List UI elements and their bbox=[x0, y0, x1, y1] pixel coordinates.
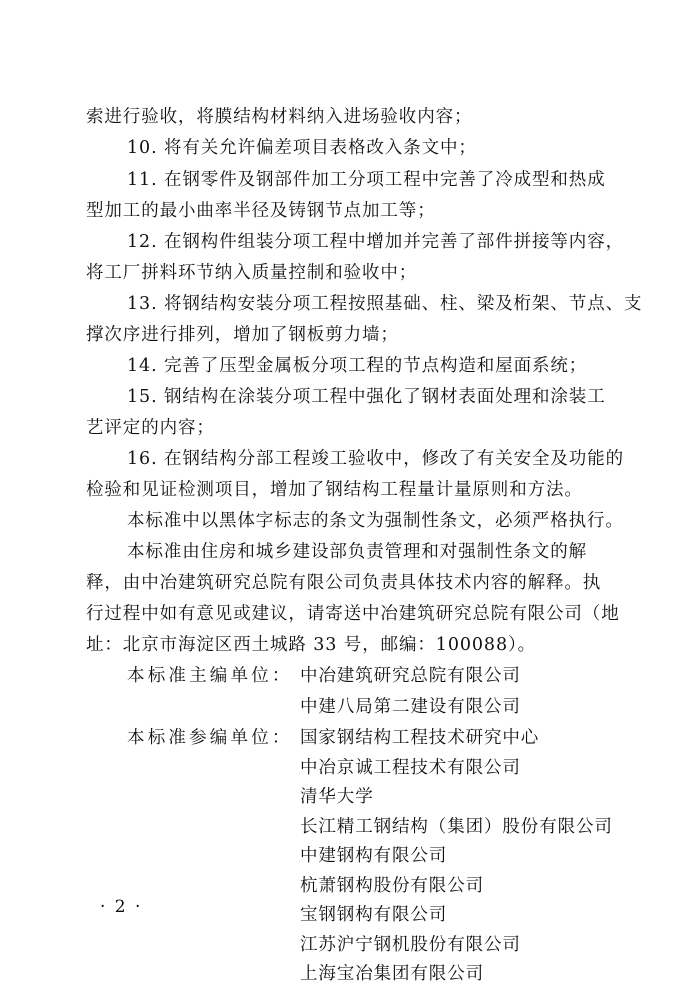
participating-editor-unit: 江苏沪宁钢机股份有限公司 bbox=[300, 934, 521, 955]
page-number: · 2 · bbox=[100, 897, 143, 917]
participating-editor-unit: 长江精工钢结构（集团）股份有限公司 bbox=[300, 816, 613, 837]
body-line-2: 10. 将有关允许偏差项目表格改入条文中； bbox=[127, 138, 477, 158]
body-line-18: 址：北京市海淀区西土城路 33 号，邮编：100088）。 bbox=[86, 635, 537, 655]
participating-editor-unit: 清华大学 bbox=[300, 787, 374, 807]
participating-editor-unit: 上海宝冶集团有限公司 bbox=[300, 964, 484, 984]
body-line-8: 撑次序进行排列，增加了钢板剪力墙； bbox=[86, 325, 399, 345]
body-line-14: 本标准中以黑体字标志的条文为强制性条文，必须严格执行。 bbox=[127, 511, 624, 531]
body-line-17: 行过程中如有意见或建议，请寄送中冶建筑研究总院有限公司（地 bbox=[86, 604, 620, 624]
body-line-15: 本标准由住房和城乡建设部负责管理和对强制性条文的解 bbox=[127, 542, 587, 562]
participating-editor-unit: 杭萧钢构股份有限公司 bbox=[300, 875, 484, 896]
body-line-13: 检验和见证检测项目，增加了钢结构工程量计量原则和方法。 bbox=[86, 480, 583, 500]
body-line-16: 释，由中冶建筑研究总院有限公司负责具体技术内容的解释。执 bbox=[86, 573, 602, 593]
body-line-1: 索进行验收，将膜结构材料纳入进场验收内容； bbox=[86, 107, 473, 127]
chief-editor-label: 本标准主编单位： bbox=[127, 666, 293, 686]
body-line-5: 12. 在钢构件组装分项工程中增加并完善了部件拼接等内容， bbox=[127, 232, 624, 252]
body-line-11: 艺评定的内容； bbox=[86, 418, 215, 438]
body-line-4: 型加工的最小曲率半径及铸钢节点加工等； bbox=[86, 201, 436, 221]
participating-editor-unit: 国家钢结构工程技术研究中心 bbox=[300, 728, 540, 748]
participating-editor-unit: 中建钢构有限公司 bbox=[300, 846, 448, 866]
participating-editor-unit: 中冶京诚工程技术有限公司 bbox=[300, 757, 521, 778]
participating-editor-unit: 宝钢钢构有限公司 bbox=[300, 905, 448, 925]
body-line-12: 16. 在钢结构分部工程竣工验收中，修改了有关安全及功能的 bbox=[127, 449, 624, 469]
body-line-10: 15. 钢结构在涂装分项工程中强化了钢材表面处理和涂装工 bbox=[127, 387, 606, 407]
body-line-3: 11. 在钢零件及钢部件加工分项工程中完善了冷成型和热成 bbox=[127, 170, 606, 190]
body-line-7: 13. 将钢结构安装分项工程按照基础、柱、梁及桁架、节点、支 bbox=[127, 294, 643, 314]
body-line-6: 将工厂拼料环节纳入质量控制和验收中； bbox=[86, 263, 418, 283]
participating-editor-label: 本标准参编单位： bbox=[127, 728, 293, 748]
chief-editor-unit: 中冶建筑研究总院有限公司 bbox=[300, 666, 521, 686]
chief-editor-unit: 中建八局第二建设有限公司 bbox=[300, 697, 521, 717]
body-line-9: 14. 完善了压型金属板分项工程的节点构造和屋面系统； bbox=[127, 356, 588, 376]
